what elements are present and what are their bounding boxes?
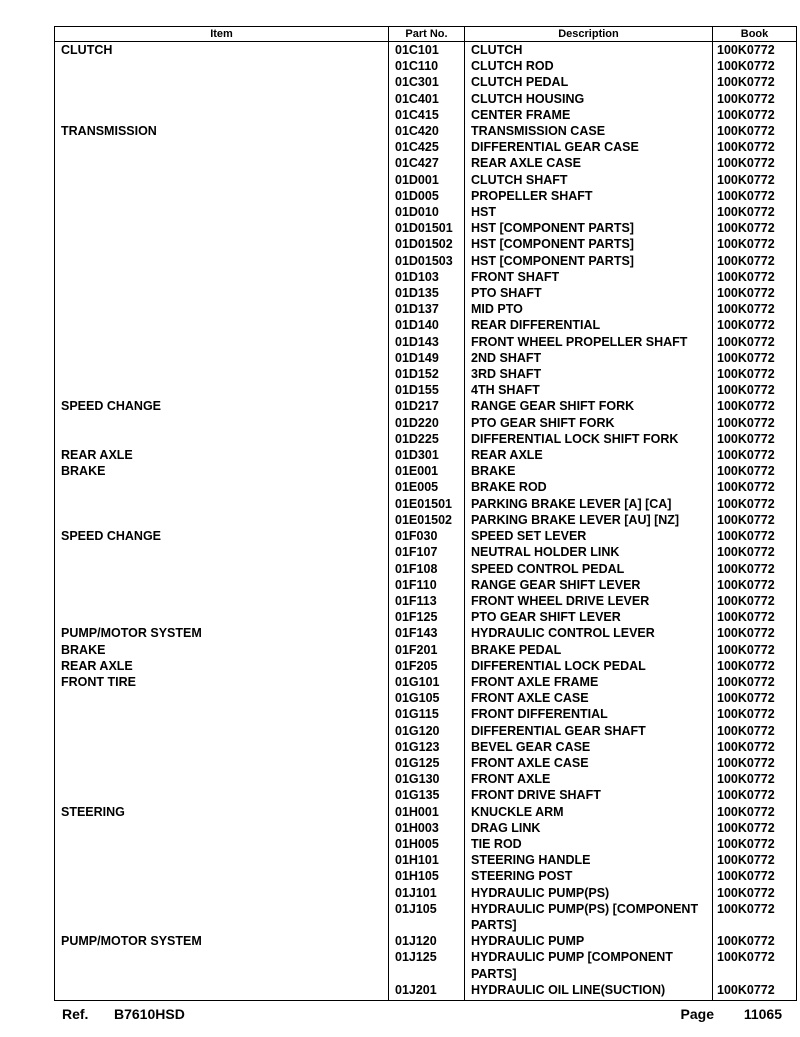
table-row bbox=[55, 609, 797, 625]
table-row bbox=[55, 755, 797, 771]
cell-item bbox=[55, 479, 389, 495]
cell-item bbox=[55, 868, 389, 884]
cell-item bbox=[55, 706, 389, 722]
cell-book: 100K0772 bbox=[713, 982, 797, 1001]
table-row bbox=[55, 674, 797, 690]
cell-item bbox=[55, 561, 389, 577]
cell-book: 100K0772 bbox=[713, 382, 797, 398]
cell-part-no: 01E005 bbox=[389, 479, 465, 495]
cell-book: 100K0772 bbox=[713, 317, 797, 333]
table-row bbox=[55, 366, 797, 382]
cell-part-no: 01J101 bbox=[389, 885, 465, 901]
cell-description: FRONT DRIVE SHAFT bbox=[465, 787, 713, 803]
cell-book: 100K0772 bbox=[713, 577, 797, 593]
table-row bbox=[55, 42, 797, 59]
table-row bbox=[55, 982, 797, 1001]
cell-part-no: 01D140 bbox=[389, 317, 465, 333]
cell-book: 100K0772 bbox=[713, 868, 797, 884]
cell-item: REAR AXLE bbox=[55, 658, 389, 674]
cell-part-no: 01F110 bbox=[389, 577, 465, 593]
cell-item bbox=[55, 820, 389, 836]
cell-book: 100K0772 bbox=[713, 253, 797, 269]
cell-description: FRONT AXLE CASE bbox=[465, 690, 713, 706]
cell-part-no: 01G125 bbox=[389, 755, 465, 771]
cell-description: FRONT AXLE CASE bbox=[465, 755, 713, 771]
cell-part-no: 01C110 bbox=[389, 58, 465, 74]
cell-description: KNUCKLE ARM bbox=[465, 804, 713, 820]
cell-part-no: 01H101 bbox=[389, 852, 465, 868]
cell-item bbox=[55, 269, 389, 285]
cell-book: 100K0772 bbox=[713, 755, 797, 771]
table-row bbox=[55, 204, 797, 220]
cell-part-no: 01D152 bbox=[389, 366, 465, 382]
table-row bbox=[55, 123, 797, 139]
cell-part-no: 01H001 bbox=[389, 804, 465, 820]
cell-description: REAR AXLE CASE bbox=[465, 155, 713, 171]
cell-part-no: 01H003 bbox=[389, 820, 465, 836]
cell-part-no: 01D01503 bbox=[389, 253, 465, 269]
cell-item: SPEED CHANGE bbox=[55, 528, 389, 544]
cell-description: TIE ROD bbox=[465, 836, 713, 852]
cell-item bbox=[55, 107, 389, 123]
cell-book: 100K0772 bbox=[713, 107, 797, 123]
cell-description: BEVEL GEAR CASE bbox=[465, 739, 713, 755]
cell-book: 100K0772 bbox=[713, 74, 797, 90]
cell-description: SPEED SET LEVER bbox=[465, 528, 713, 544]
cell-part-no: 01G120 bbox=[389, 723, 465, 739]
cell-description: HST bbox=[465, 204, 713, 220]
cell-book: 100K0772 bbox=[713, 512, 797, 528]
table-row bbox=[55, 723, 797, 739]
cell-book: 100K0772 bbox=[713, 236, 797, 252]
cell-item bbox=[55, 431, 389, 447]
cell-book: 100K0772 bbox=[713, 447, 797, 463]
cell-item: STEERING bbox=[55, 804, 389, 820]
cell-part-no: 01D143 bbox=[389, 334, 465, 350]
cell-part-no: 01F143 bbox=[389, 625, 465, 641]
table-row bbox=[55, 561, 797, 577]
cell-part-no: 01E001 bbox=[389, 463, 465, 479]
cell-description: FRONT WHEEL PROPELLER SHAFT bbox=[465, 334, 713, 350]
header-part-no: Part No. bbox=[389, 27, 465, 42]
table-row bbox=[55, 544, 797, 560]
page-label: Page bbox=[680, 1006, 714, 1022]
table-row bbox=[55, 447, 797, 463]
table-row bbox=[55, 188, 797, 204]
table-row bbox=[55, 172, 797, 188]
cell-book: 100K0772 bbox=[713, 885, 797, 901]
cell-book: 100K0772 bbox=[713, 820, 797, 836]
cell-book: 100K0772 bbox=[713, 836, 797, 852]
cell-part-no: 01G135 bbox=[389, 787, 465, 803]
cell-part-no: 01D155 bbox=[389, 382, 465, 398]
cell-description: 2ND SHAFT bbox=[465, 350, 713, 366]
cell-part-no: 01D001 bbox=[389, 172, 465, 188]
table-row bbox=[55, 74, 797, 90]
cell-description: PARKING BRAKE LEVER [A] [CA] bbox=[465, 496, 713, 512]
cell-item bbox=[55, 755, 389, 771]
table-header bbox=[55, 27, 797, 42]
cell-part-no: 01F107 bbox=[389, 544, 465, 560]
cell-description: 4TH SHAFT bbox=[465, 382, 713, 398]
cell-part-no: 01G101 bbox=[389, 674, 465, 690]
cell-book: 100K0772 bbox=[713, 690, 797, 706]
cell-description: DIFFERENTIAL LOCK SHIFT FORK bbox=[465, 431, 713, 447]
cell-item bbox=[55, 723, 389, 739]
table-row bbox=[55, 901, 797, 933]
cell-part-no: 01G130 bbox=[389, 771, 465, 787]
cell-item: PUMP/MOTOR SYSTEM bbox=[55, 625, 389, 641]
cell-description: DRAG LINK bbox=[465, 820, 713, 836]
cell-book: 100K0772 bbox=[713, 723, 797, 739]
cell-book: 100K0772 bbox=[713, 431, 797, 447]
cell-item bbox=[55, 512, 389, 528]
cell-book: 100K0772 bbox=[713, 674, 797, 690]
header-item: Item bbox=[55, 27, 389, 42]
page-number: 11065 bbox=[743, 1006, 782, 1022]
cell-item: BRAKE bbox=[55, 642, 389, 658]
cell-item: FRONT TIRE bbox=[55, 674, 389, 690]
cell-book: 100K0772 bbox=[713, 739, 797, 755]
cell-item bbox=[55, 236, 389, 252]
cell-part-no: 01J105 bbox=[389, 901, 465, 933]
cell-part-no: 01F205 bbox=[389, 658, 465, 674]
table-row bbox=[55, 58, 797, 74]
table-row bbox=[55, 317, 797, 333]
cell-description: CLUTCH bbox=[465, 42, 713, 59]
cell-description: REAR AXLE bbox=[465, 447, 713, 463]
cell-item bbox=[55, 204, 389, 220]
cell-part-no: 01C401 bbox=[389, 91, 465, 107]
cell-description: HYDRAULIC PUMP(PS) bbox=[465, 885, 713, 901]
table-row bbox=[55, 107, 797, 123]
header-description: Description bbox=[465, 27, 713, 42]
cell-book: 100K0772 bbox=[713, 123, 797, 139]
cell-item bbox=[55, 58, 389, 74]
table-row bbox=[55, 253, 797, 269]
cell-book: 100K0772 bbox=[713, 528, 797, 544]
cell-description: PTO SHAFT bbox=[465, 285, 713, 301]
table-row bbox=[55, 301, 797, 317]
cell-part-no: 01F030 bbox=[389, 528, 465, 544]
cell-item bbox=[55, 301, 389, 317]
cell-item bbox=[55, 172, 389, 188]
cell-item bbox=[55, 155, 389, 171]
cell-book: 100K0772 bbox=[713, 949, 797, 981]
cell-description: TRANSMISSION CASE bbox=[465, 123, 713, 139]
cell-part-no: 01H005 bbox=[389, 836, 465, 852]
cell-item bbox=[55, 285, 389, 301]
cell-description: PTO GEAR SHIFT LEVER bbox=[465, 609, 713, 625]
cell-description: FRONT AXLE bbox=[465, 771, 713, 787]
cell-item: REAR AXLE bbox=[55, 447, 389, 463]
table-row bbox=[55, 334, 797, 350]
table-row bbox=[55, 787, 797, 803]
cell-book: 100K0772 bbox=[713, 269, 797, 285]
cell-description: FRONT DIFFERENTIAL bbox=[465, 706, 713, 722]
ref-label: Ref. bbox=[62, 1006, 89, 1022]
cell-description: REAR DIFFERENTIAL bbox=[465, 317, 713, 333]
cell-description: PTO GEAR SHIFT FORK bbox=[465, 415, 713, 431]
cell-book: 100K0772 bbox=[713, 561, 797, 577]
cell-book: 100K0772 bbox=[713, 350, 797, 366]
table-row bbox=[55, 868, 797, 884]
cell-item bbox=[55, 544, 389, 560]
table-row bbox=[55, 690, 797, 706]
cell-book: 100K0772 bbox=[713, 91, 797, 107]
cell-part-no: 01J201 bbox=[389, 982, 465, 1001]
cell-description: STEERING HANDLE bbox=[465, 852, 713, 868]
table-row bbox=[55, 236, 797, 252]
cell-book: 100K0772 bbox=[713, 58, 797, 74]
table-row bbox=[55, 577, 797, 593]
cell-description: HST [COMPONENT PARTS] bbox=[465, 236, 713, 252]
table-row bbox=[55, 139, 797, 155]
cell-description: DIFFERENTIAL GEAR SHAFT bbox=[465, 723, 713, 739]
cell-item bbox=[55, 739, 389, 755]
cell-description: CLUTCH ROD bbox=[465, 58, 713, 74]
cell-part-no: 01G105 bbox=[389, 690, 465, 706]
cell-book: 100K0772 bbox=[713, 658, 797, 674]
cell-part-no: 01C420 bbox=[389, 123, 465, 139]
cell-item bbox=[55, 366, 389, 382]
cell-item: BRAKE bbox=[55, 463, 389, 479]
table-row bbox=[55, 350, 797, 366]
cell-item bbox=[55, 901, 389, 933]
cell-part-no: 01G115 bbox=[389, 706, 465, 722]
cell-description: RANGE GEAR SHIFT FORK bbox=[465, 398, 713, 414]
table-row bbox=[55, 463, 797, 479]
cell-book: 100K0772 bbox=[713, 625, 797, 641]
cell-description: FRONT WHEEL DRIVE LEVER bbox=[465, 593, 713, 609]
cell-item: TRANSMISSION bbox=[55, 123, 389, 139]
cell-part-no: 01D225 bbox=[389, 431, 465, 447]
table-row bbox=[55, 528, 797, 544]
cell-part-no: 01H105 bbox=[389, 868, 465, 884]
table-row bbox=[55, 739, 797, 755]
cell-part-no: 01F113 bbox=[389, 593, 465, 609]
cell-part-no: 01C301 bbox=[389, 74, 465, 90]
cell-description: BRAKE bbox=[465, 463, 713, 479]
cell-book: 100K0772 bbox=[713, 204, 797, 220]
table-row bbox=[55, 933, 797, 949]
cell-item bbox=[55, 690, 389, 706]
cell-book: 100K0772 bbox=[713, 771, 797, 787]
cell-description: CENTER FRAME bbox=[465, 107, 713, 123]
cell-description: HST [COMPONENT PARTS] bbox=[465, 220, 713, 236]
cell-item bbox=[55, 350, 389, 366]
cell-description: 3RD SHAFT bbox=[465, 366, 713, 382]
table-row bbox=[55, 285, 797, 301]
table-row bbox=[55, 496, 797, 512]
parts-table bbox=[54, 26, 797, 1001]
cell-item bbox=[55, 382, 389, 398]
table-row bbox=[55, 706, 797, 722]
cell-part-no: 01D01502 bbox=[389, 236, 465, 252]
cell-book: 100K0772 bbox=[713, 544, 797, 560]
table-row bbox=[55, 885, 797, 901]
cell-part-no: 01D137 bbox=[389, 301, 465, 317]
cell-book: 100K0772 bbox=[713, 479, 797, 495]
cell-part-no: 01C427 bbox=[389, 155, 465, 171]
cell-item bbox=[55, 188, 389, 204]
table-row bbox=[55, 804, 797, 820]
cell-book: 100K0772 bbox=[713, 155, 797, 171]
cell-part-no: 01D149 bbox=[389, 350, 465, 366]
model-number: B7610HSD bbox=[114, 1006, 185, 1022]
table-row bbox=[55, 155, 797, 171]
cell-item bbox=[55, 609, 389, 625]
cell-part-no: 01G123 bbox=[389, 739, 465, 755]
table-row bbox=[55, 91, 797, 107]
cell-part-no: 01J120 bbox=[389, 933, 465, 949]
cell-book: 100K0772 bbox=[713, 852, 797, 868]
cell-description: DIFFERENTIAL GEAR CASE bbox=[465, 139, 713, 155]
cell-book: 100K0772 bbox=[713, 220, 797, 236]
cell-book: 100K0772 bbox=[713, 901, 797, 933]
cell-item bbox=[55, 982, 389, 1001]
cell-item: CLUTCH bbox=[55, 42, 389, 59]
cell-description: DIFFERENTIAL LOCK PEDAL bbox=[465, 658, 713, 674]
table-row bbox=[55, 820, 797, 836]
cell-item bbox=[55, 949, 389, 981]
table-row bbox=[55, 642, 797, 658]
cell-book: 100K0772 bbox=[713, 415, 797, 431]
cell-book: 100K0772 bbox=[713, 366, 797, 382]
cell-description: PARKING BRAKE LEVER [AU] [NZ] bbox=[465, 512, 713, 528]
cell-item bbox=[55, 496, 389, 512]
cell-item bbox=[55, 771, 389, 787]
cell-item bbox=[55, 836, 389, 852]
cell-part-no: 01F108 bbox=[389, 561, 465, 577]
cell-description: STEERING POST bbox=[465, 868, 713, 884]
cell-description: HYDRAULIC PUMP(PS) [COMPONENT PARTS] bbox=[465, 901, 713, 933]
cell-part-no: 01C415 bbox=[389, 107, 465, 123]
cell-item bbox=[55, 317, 389, 333]
table-row bbox=[55, 625, 797, 641]
cell-part-no: 01D01501 bbox=[389, 220, 465, 236]
cell-item bbox=[55, 253, 389, 269]
cell-item bbox=[55, 787, 389, 803]
cell-part-no: 01D103 bbox=[389, 269, 465, 285]
cell-description: CLUTCH HOUSING bbox=[465, 91, 713, 107]
cell-description: FRONT AXLE FRAME bbox=[465, 674, 713, 690]
cell-book: 100K0772 bbox=[713, 609, 797, 625]
cell-description: BRAKE ROD bbox=[465, 479, 713, 495]
cell-item bbox=[55, 74, 389, 90]
cell-part-no: 01J125 bbox=[389, 949, 465, 981]
table-row bbox=[55, 852, 797, 868]
cell-item bbox=[55, 593, 389, 609]
table-body bbox=[55, 42, 797, 1001]
table-row bbox=[55, 415, 797, 431]
cell-book: 100K0772 bbox=[713, 139, 797, 155]
page-footer bbox=[62, 1006, 782, 1026]
cell-book: 100K0772 bbox=[713, 787, 797, 803]
cell-book: 100K0772 bbox=[713, 188, 797, 204]
cell-book: 100K0772 bbox=[713, 496, 797, 512]
cell-book: 100K0772 bbox=[713, 804, 797, 820]
cell-description: HYDRAULIC OIL LINE(SUCTION) bbox=[465, 982, 713, 1001]
cell-description: PROPELLER SHAFT bbox=[465, 188, 713, 204]
cell-part-no: 01E01501 bbox=[389, 496, 465, 512]
table-row bbox=[55, 431, 797, 447]
cell-book: 100K0772 bbox=[713, 301, 797, 317]
cell-book: 100K0772 bbox=[713, 463, 797, 479]
cell-description: CLUTCH PEDAL bbox=[465, 74, 713, 90]
cell-part-no: 01E01502 bbox=[389, 512, 465, 528]
cell-description: SPEED CONTROL PEDAL bbox=[465, 561, 713, 577]
cell-part-no: 01D135 bbox=[389, 285, 465, 301]
cell-book: 100K0772 bbox=[713, 334, 797, 350]
table-row bbox=[55, 479, 797, 495]
table-row bbox=[55, 836, 797, 852]
table-row bbox=[55, 512, 797, 528]
cell-book: 100K0772 bbox=[713, 933, 797, 949]
cell-part-no: 01F201 bbox=[389, 642, 465, 658]
cell-item bbox=[55, 139, 389, 155]
cell-description: FRONT SHAFT bbox=[465, 269, 713, 285]
cell-book: 100K0772 bbox=[713, 706, 797, 722]
table-row bbox=[55, 398, 797, 414]
cell-part-no: 01D217 bbox=[389, 398, 465, 414]
cell-description: CLUTCH SHAFT bbox=[465, 172, 713, 188]
cell-item bbox=[55, 415, 389, 431]
cell-item bbox=[55, 91, 389, 107]
table-row bbox=[55, 382, 797, 398]
cell-part-no: 01D220 bbox=[389, 415, 465, 431]
cell-description: MID PTO bbox=[465, 301, 713, 317]
table-row bbox=[55, 949, 797, 981]
cell-description: HST [COMPONENT PARTS] bbox=[465, 253, 713, 269]
cell-description: HYDRAULIC PUMP bbox=[465, 933, 713, 949]
cell-description: BRAKE PEDAL bbox=[465, 642, 713, 658]
cell-book: 100K0772 bbox=[713, 398, 797, 414]
cell-item: PUMP/MOTOR SYSTEM bbox=[55, 933, 389, 949]
cell-book: 100K0772 bbox=[713, 285, 797, 301]
parts-index-sheet bbox=[54, 26, 796, 1001]
table-row bbox=[55, 220, 797, 236]
table-row bbox=[55, 269, 797, 285]
cell-part-no: 01D010 bbox=[389, 204, 465, 220]
table-row bbox=[55, 658, 797, 674]
cell-description: HYDRAULIC PUMP [COMPONENT PARTS] bbox=[465, 949, 713, 981]
cell-part-no: 01F125 bbox=[389, 609, 465, 625]
header-book: Book bbox=[713, 27, 797, 42]
cell-book: 100K0772 bbox=[713, 593, 797, 609]
cell-item: SPEED CHANGE bbox=[55, 398, 389, 414]
cell-part-no: 01C101 bbox=[389, 42, 465, 59]
cell-item bbox=[55, 334, 389, 350]
cell-part-no: 01D301 bbox=[389, 447, 465, 463]
table-row bbox=[55, 593, 797, 609]
cell-item bbox=[55, 885, 389, 901]
cell-description: NEUTRAL HOLDER LINK bbox=[465, 544, 713, 560]
cell-book: 100K0772 bbox=[713, 172, 797, 188]
cell-item bbox=[55, 577, 389, 593]
cell-description: RANGE GEAR SHIFT LEVER bbox=[465, 577, 713, 593]
cell-description: HYDRAULIC CONTROL LEVER bbox=[465, 625, 713, 641]
cell-item bbox=[55, 220, 389, 236]
cell-part-no: 01C425 bbox=[389, 139, 465, 155]
cell-book: 100K0772 bbox=[713, 42, 797, 59]
cell-part-no: 01D005 bbox=[389, 188, 465, 204]
cell-book: 100K0772 bbox=[713, 642, 797, 658]
cell-item bbox=[55, 852, 389, 868]
table-row bbox=[55, 771, 797, 787]
